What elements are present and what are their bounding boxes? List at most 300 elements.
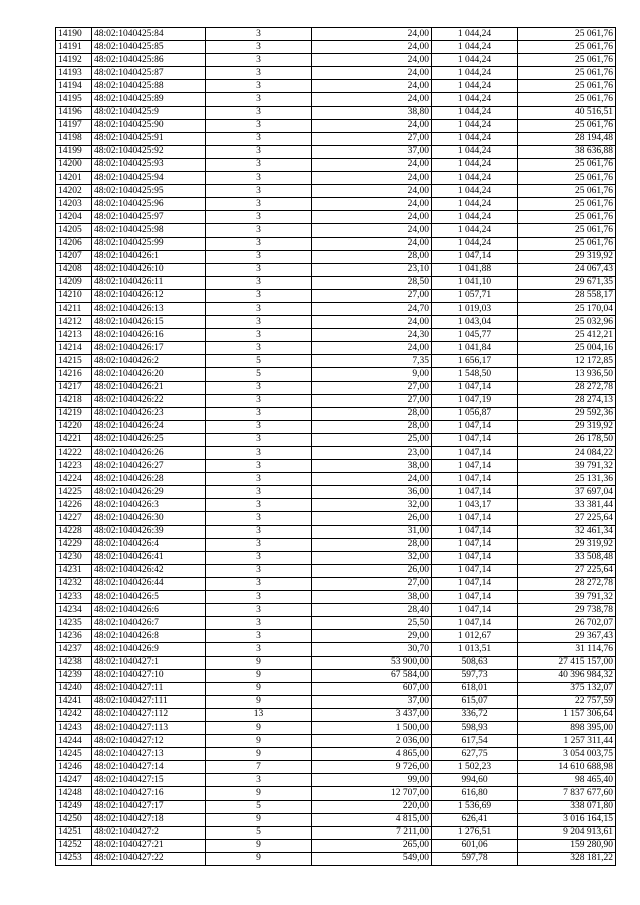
class-cell: 3 <box>206 172 312 185</box>
table-row <box>56 158 616 171</box>
rate-cell: 1 047,19 <box>432 394 518 407</box>
area-cell: 27,00 <box>312 394 432 407</box>
rate-cell: 1 047,14 <box>432 486 518 499</box>
table-row <box>56 316 616 329</box>
table-row <box>56 748 616 761</box>
cadastral-number-cell: 48:02:1040425:92 <box>92 145 206 158</box>
row-number-cell: 14197 <box>56 119 92 132</box>
cadastral-number-cell: 48:02:1040426:2 <box>92 355 206 368</box>
table-row <box>56 289 616 302</box>
area-cell: 12 707,00 <box>312 787 432 800</box>
table-row <box>56 28 616 41</box>
rate-cell: 1 047,14 <box>432 604 518 617</box>
rate-cell: 1 047,14 <box>432 577 518 590</box>
cadastral-number-cell: 48:02:1040427:17 <box>92 800 206 813</box>
class-cell: 3 <box>206 158 312 171</box>
cadastral-number-cell: 48:02:1040426:41 <box>92 551 206 564</box>
area-cell: 38,00 <box>312 591 432 604</box>
cadastral-number-cell: 48:02:1040426:4 <box>92 538 206 551</box>
value-cell: 25 061,76 <box>518 198 616 211</box>
class-cell: 3 <box>206 263 312 276</box>
class-cell: 5 <box>206 826 312 839</box>
table-row <box>56 604 616 617</box>
value-cell: 328 181,22 <box>518 852 616 865</box>
rate-cell: 1 047,14 <box>432 564 518 577</box>
cadastral-number-cell: 48:02:1040427:21 <box>92 839 206 852</box>
row-number-cell: 14224 <box>56 473 92 486</box>
row-number-cell: 14230 <box>56 551 92 564</box>
class-cell: 3 <box>206 250 312 263</box>
table-row <box>56 67 616 80</box>
area-cell: 26,00 <box>312 512 432 525</box>
class-cell: 13 <box>206 708 312 721</box>
area-cell: 28,50 <box>312 276 432 289</box>
area-cell: 4 815,00 <box>312 813 432 826</box>
class-cell: 3 <box>206 643 312 656</box>
value-cell: 12 172,85 <box>518 355 616 368</box>
table-row <box>56 211 616 224</box>
area-cell: 32,00 <box>312 499 432 512</box>
class-cell: 3 <box>206 185 312 198</box>
class-cell: 3 <box>206 447 312 460</box>
value-cell: 29 367,43 <box>518 630 616 643</box>
cadastral-number-cell: 48:02:1040426:27 <box>92 460 206 473</box>
rate-cell: 1 044,24 <box>432 224 518 237</box>
row-number-cell: 14193 <box>56 67 92 80</box>
area-cell: 1 500,00 <box>312 721 432 734</box>
cadastral-number-cell: 48:02:1040427:10 <box>92 669 206 682</box>
table-row <box>56 185 616 198</box>
row-number-cell: 14190 <box>56 28 92 41</box>
value-cell: 25 061,76 <box>518 54 616 67</box>
table-row <box>56 119 616 132</box>
rate-cell: 1 044,24 <box>432 80 518 93</box>
cadastral-number-cell: 48:02:1040425:98 <box>92 224 206 237</box>
class-cell: 5 <box>206 355 312 368</box>
table-row <box>56 342 616 355</box>
row-number-cell: 14237 <box>56 643 92 656</box>
class-cell: 3 <box>206 577 312 590</box>
rate-cell: 598,93 <box>432 721 518 734</box>
table-row <box>56 591 616 604</box>
area-cell: 607,00 <box>312 682 432 695</box>
class-cell: 3 <box>206 473 312 486</box>
table-row <box>56 368 616 381</box>
value-cell: 27 415 157,00 <box>518 656 616 669</box>
class-cell: 3 <box>206 119 312 132</box>
row-number-cell: 14250 <box>56 813 92 826</box>
area-cell: 24,00 <box>312 93 432 106</box>
table-row <box>56 682 616 695</box>
area-cell: 27,00 <box>312 132 432 145</box>
value-cell: 25 061,76 <box>518 80 616 93</box>
value-cell: 159 280,90 <box>518 839 616 852</box>
class-cell: 3 <box>206 512 312 525</box>
rate-cell: 1 047,14 <box>432 512 518 525</box>
class-cell: 3 <box>206 486 312 499</box>
area-cell: 9 726,00 <box>312 761 432 774</box>
table-row <box>56 826 616 839</box>
area-cell: 28,40 <box>312 604 432 617</box>
row-number-cell: 14194 <box>56 80 92 93</box>
area-cell: 25,50 <box>312 617 432 630</box>
rate-cell: 1 047,14 <box>432 460 518 473</box>
area-cell: 99,00 <box>312 774 432 787</box>
value-cell: 28 272,78 <box>518 381 616 394</box>
table-row <box>56 617 616 630</box>
rate-cell: 618,01 <box>432 682 518 695</box>
cadastral-number-cell: 48:02:1040426:28 <box>92 473 206 486</box>
row-number-cell: 14217 <box>56 381 92 394</box>
class-cell: 3 <box>206 499 312 512</box>
cadastral-number-cell: 48:02:1040427:12 <box>92 735 206 748</box>
table-row <box>56 224 616 237</box>
row-number-cell: 14242 <box>56 708 92 721</box>
area-cell: 38,00 <box>312 460 432 473</box>
row-number-cell: 14229 <box>56 538 92 551</box>
class-cell: 3 <box>206 54 312 67</box>
value-cell: 1 157 306,64 <box>518 708 616 721</box>
cadastral-number-cell: 48:02:1040425:97 <box>92 211 206 224</box>
rate-cell: 1 044,24 <box>432 185 518 198</box>
value-cell: 898 395,00 <box>518 721 616 734</box>
row-number-cell: 14221 <box>56 433 92 446</box>
value-cell: 25 061,76 <box>518 119 616 132</box>
row-number-cell: 14231 <box>56 564 92 577</box>
table-row <box>56 708 616 721</box>
rate-cell: 1 044,24 <box>432 172 518 185</box>
rate-cell: 1 043,04 <box>432 316 518 329</box>
cadastral-number-cell: 48:02:1040426:3 <box>92 499 206 512</box>
table-row <box>56 302 616 315</box>
area-cell: 24,00 <box>312 80 432 93</box>
table-row <box>56 276 616 289</box>
area-cell: 4 865,00 <box>312 748 432 761</box>
area-cell: 26,00 <box>312 564 432 577</box>
class-cell: 3 <box>206 774 312 787</box>
cadastral-number-cell: 48:02:1040425:94 <box>92 172 206 185</box>
cadastral-number-cell: 48:02:1040427:14 <box>92 761 206 774</box>
class-cell: 3 <box>206 276 312 289</box>
class-cell: 3 <box>206 316 312 329</box>
row-number-cell: 14241 <box>56 695 92 708</box>
value-cell: 25 061,76 <box>518 158 616 171</box>
table-row <box>56 813 616 826</box>
value-cell: 25 061,76 <box>518 237 616 250</box>
rate-cell: 627,75 <box>432 748 518 761</box>
rate-cell: 1 044,24 <box>432 28 518 41</box>
table-row <box>56 41 616 54</box>
row-number-cell: 14235 <box>56 617 92 630</box>
table-row <box>56 394 616 407</box>
area-cell: 2 036,00 <box>312 735 432 748</box>
row-number-cell: 14238 <box>56 656 92 669</box>
class-cell: 5 <box>206 368 312 381</box>
value-cell: 27 225,64 <box>518 564 616 577</box>
cadastral-number-cell: 48:02:1040426:10 <box>92 263 206 276</box>
row-number-cell: 14227 <box>56 512 92 525</box>
table-row <box>56 132 616 145</box>
class-cell: 3 <box>206 41 312 54</box>
cadastral-number-cell: 48:02:1040425:86 <box>92 54 206 67</box>
cadastral-number-cell: 48:02:1040425:90 <box>92 119 206 132</box>
rate-cell: 1 056,87 <box>432 407 518 420</box>
class-cell: 3 <box>206 28 312 41</box>
table-row <box>56 263 616 276</box>
table-row <box>56 172 616 185</box>
row-number-cell: 14207 <box>56 250 92 263</box>
table-row <box>56 512 616 525</box>
value-cell: 28 274,13 <box>518 394 616 407</box>
area-cell: 220,00 <box>312 800 432 813</box>
value-cell: 37 697,04 <box>518 486 616 499</box>
value-cell: 32 461,34 <box>518 525 616 538</box>
cadastral-number-cell: 48:02:1040425:89 <box>92 93 206 106</box>
value-cell: 1 257 311,44 <box>518 735 616 748</box>
rate-cell: 1 276,51 <box>432 826 518 839</box>
cadastral-number-cell: 48:02:1040426:12 <box>92 289 206 302</box>
value-cell: 24 084,22 <box>518 447 616 460</box>
cadastral-number-cell: 48:02:1040427:16 <box>92 787 206 800</box>
area-cell: 24,30 <box>312 329 432 342</box>
cadastral-number-cell: 48:02:1040425:84 <box>92 28 206 41</box>
row-number-cell: 14212 <box>56 316 92 329</box>
value-cell: 375 132,07 <box>518 682 616 695</box>
value-cell: 24 067,43 <box>518 263 616 276</box>
value-cell: 40 516,51 <box>518 106 616 119</box>
class-cell: 9 <box>206 735 312 748</box>
row-number-cell: 14244 <box>56 735 92 748</box>
rate-cell: 1 047,14 <box>432 538 518 551</box>
value-cell: 25 412,21 <box>518 329 616 342</box>
area-cell: 32,00 <box>312 551 432 564</box>
value-cell: 29 738,78 <box>518 604 616 617</box>
row-number-cell: 14205 <box>56 224 92 237</box>
class-cell: 3 <box>206 538 312 551</box>
rate-cell: 1 047,14 <box>432 525 518 538</box>
row-number-cell: 14247 <box>56 774 92 787</box>
table-row <box>56 852 616 865</box>
table-row <box>56 538 616 551</box>
class-cell: 9 <box>206 695 312 708</box>
cadastral-number-cell: 48:02:1040427:1 <box>92 656 206 669</box>
rate-cell: 601,06 <box>432 839 518 852</box>
value-cell: 26 702,07 <box>518 617 616 630</box>
rate-cell: 1 047,14 <box>432 473 518 486</box>
value-cell: 13 936,50 <box>518 368 616 381</box>
rate-cell: 626,41 <box>432 813 518 826</box>
row-number-cell: 14192 <box>56 54 92 67</box>
class-cell: 3 <box>206 289 312 302</box>
table-row <box>56 761 616 774</box>
class-cell: 3 <box>206 329 312 342</box>
row-number-cell: 14239 <box>56 669 92 682</box>
cadastral-number-cell: 48:02:1040426:6 <box>92 604 206 617</box>
rate-cell: 1 047,14 <box>432 420 518 433</box>
area-cell: 24,00 <box>312 185 432 198</box>
class-cell: 3 <box>206 525 312 538</box>
row-number-cell: 14213 <box>56 329 92 342</box>
table-row <box>56 329 616 342</box>
rate-cell: 597,78 <box>432 852 518 865</box>
cadastral-number-cell: 48:02:1040426:11 <box>92 276 206 289</box>
row-number-cell: 14232 <box>56 577 92 590</box>
rate-cell: 1 013,51 <box>432 643 518 656</box>
area-cell: 37,00 <box>312 695 432 708</box>
class-cell: 3 <box>206 394 312 407</box>
cadastral-number-cell: 48:02:1040427:22 <box>92 852 206 865</box>
value-cell: 28 558,17 <box>518 289 616 302</box>
rate-cell: 1 044,24 <box>432 67 518 80</box>
class-cell: 3 <box>206 211 312 224</box>
rate-cell: 1 047,14 <box>432 250 518 263</box>
value-cell: 7 837 677,60 <box>518 787 616 800</box>
value-cell: 3 016 164,15 <box>518 813 616 826</box>
value-cell: 27 225,64 <box>518 512 616 525</box>
class-cell: 3 <box>206 564 312 577</box>
row-number-cell: 14201 <box>56 172 92 185</box>
class-cell: 9 <box>206 787 312 800</box>
table-row <box>56 250 616 263</box>
table-row <box>56 499 616 512</box>
row-number-cell: 14215 <box>56 355 92 368</box>
row-number-cell: 14214 <box>56 342 92 355</box>
rate-cell: 1 047,14 <box>432 617 518 630</box>
rate-cell: 994,60 <box>432 774 518 787</box>
value-cell: 98 465,40 <box>518 774 616 787</box>
row-number-cell: 14240 <box>56 682 92 695</box>
area-cell: 24,00 <box>312 316 432 329</box>
row-number-cell: 14223 <box>56 460 92 473</box>
rate-cell: 336,72 <box>432 708 518 721</box>
cadastral-number-cell: 48:02:1040426:30 <box>92 512 206 525</box>
cadastral-number-cell: 48:02:1040427:15 <box>92 774 206 787</box>
area-cell: 24,00 <box>312 119 432 132</box>
cadastral-number-cell: 48:02:1040426:22 <box>92 394 206 407</box>
value-cell: 25 061,76 <box>518 93 616 106</box>
cadastral-number-cell: 48:02:1040425:95 <box>92 185 206 198</box>
value-cell: 26 178,50 <box>518 433 616 446</box>
cadastral-number-cell: 48:02:1040427:13 <box>92 748 206 761</box>
row-number-cell: 14243 <box>56 721 92 734</box>
cadastral-number-cell: 48:02:1040426:13 <box>92 302 206 315</box>
class-cell: 3 <box>206 630 312 643</box>
table-row <box>56 787 616 800</box>
cadastral-number-cell: 48:02:1040426:16 <box>92 329 206 342</box>
rate-cell: 1 043,17 <box>432 499 518 512</box>
area-cell: 3 437,00 <box>312 708 432 721</box>
class-cell: 3 <box>206 604 312 617</box>
class-cell: 7 <box>206 761 312 774</box>
table-row <box>56 656 616 669</box>
class-cell: 3 <box>206 342 312 355</box>
value-cell: 22 757,59 <box>518 695 616 708</box>
table-row <box>56 774 616 787</box>
area-cell: 24,70 <box>312 302 432 315</box>
cadastral-number-cell: 48:02:1040425:87 <box>92 67 206 80</box>
rate-cell: 1 057,71 <box>432 289 518 302</box>
rate-cell: 1 044,24 <box>432 145 518 158</box>
rate-cell: 1 047,14 <box>432 591 518 604</box>
table-row <box>56 237 616 250</box>
rate-cell: 1 044,24 <box>432 211 518 224</box>
area-cell: 28,00 <box>312 420 432 433</box>
row-number-cell: 14222 <box>56 447 92 460</box>
value-cell: 25 061,76 <box>518 211 616 224</box>
class-cell: 3 <box>206 407 312 420</box>
value-cell: 31 114,76 <box>518 643 616 656</box>
area-cell: 24,00 <box>312 28 432 41</box>
area-cell: 7,35 <box>312 355 432 368</box>
value-cell: 25 004,16 <box>518 342 616 355</box>
area-cell: 24,00 <box>312 41 432 54</box>
rate-cell: 1 044,24 <box>432 237 518 250</box>
row-number-cell: 14228 <box>56 525 92 538</box>
class-cell: 3 <box>206 67 312 80</box>
area-cell: 31,00 <box>312 525 432 538</box>
value-cell: 29 671,35 <box>518 276 616 289</box>
rate-cell: 615,07 <box>432 695 518 708</box>
area-cell: 9,00 <box>312 368 432 381</box>
row-number-cell: 14216 <box>56 368 92 381</box>
value-cell: 33 381,44 <box>518 499 616 512</box>
value-cell: 28 194,48 <box>518 132 616 145</box>
rate-cell: 1 044,24 <box>432 132 518 145</box>
cadastral-number-cell: 48:02:1040426:42 <box>92 564 206 577</box>
area-cell: 24,00 <box>312 473 432 486</box>
row-number-cell: 14196 <box>56 106 92 119</box>
row-number-cell: 14199 <box>56 145 92 158</box>
cadastral-number-cell: 48:02:1040426:29 <box>92 486 206 499</box>
table-row <box>56 460 616 473</box>
rate-cell: 1 502,23 <box>432 761 518 774</box>
value-cell: 25 061,76 <box>518 67 616 80</box>
area-cell: 37,00 <box>312 145 432 158</box>
table-row <box>56 407 616 420</box>
value-cell: 29 319,92 <box>518 250 616 263</box>
area-cell: 67 584,00 <box>312 669 432 682</box>
row-number-cell: 14246 <box>56 761 92 774</box>
rate-cell: 1 041,10 <box>432 276 518 289</box>
rate-cell: 1 044,24 <box>432 198 518 211</box>
area-cell: 53 900,00 <box>312 656 432 669</box>
row-number-cell: 14210 <box>56 289 92 302</box>
value-cell: 39 791,32 <box>518 460 616 473</box>
value-cell: 29 319,92 <box>518 420 616 433</box>
area-cell: 24,00 <box>312 198 432 211</box>
table-row <box>56 486 616 499</box>
cadastral-number-cell: 48:02:1040426:23 <box>92 407 206 420</box>
table-row <box>56 577 616 590</box>
rate-cell: 1 044,24 <box>432 158 518 171</box>
class-cell: 3 <box>206 132 312 145</box>
row-number-cell: 14226 <box>56 499 92 512</box>
row-number-cell: 14234 <box>56 604 92 617</box>
cadastral-number-cell: 48:02:1040426:44 <box>92 577 206 590</box>
table-row <box>56 643 616 656</box>
area-cell: 27,00 <box>312 289 432 302</box>
table-row <box>56 355 616 368</box>
cadastral-number-cell: 48:02:1040425:99 <box>92 237 206 250</box>
value-cell: 29 319,92 <box>518 538 616 551</box>
rate-cell: 1 047,14 <box>432 433 518 446</box>
table-row <box>56 630 616 643</box>
table-row <box>56 420 616 433</box>
area-cell: 24,00 <box>312 342 432 355</box>
table-row <box>56 381 616 394</box>
rate-cell: 616,80 <box>432 787 518 800</box>
row-number-cell: 14191 <box>56 41 92 54</box>
